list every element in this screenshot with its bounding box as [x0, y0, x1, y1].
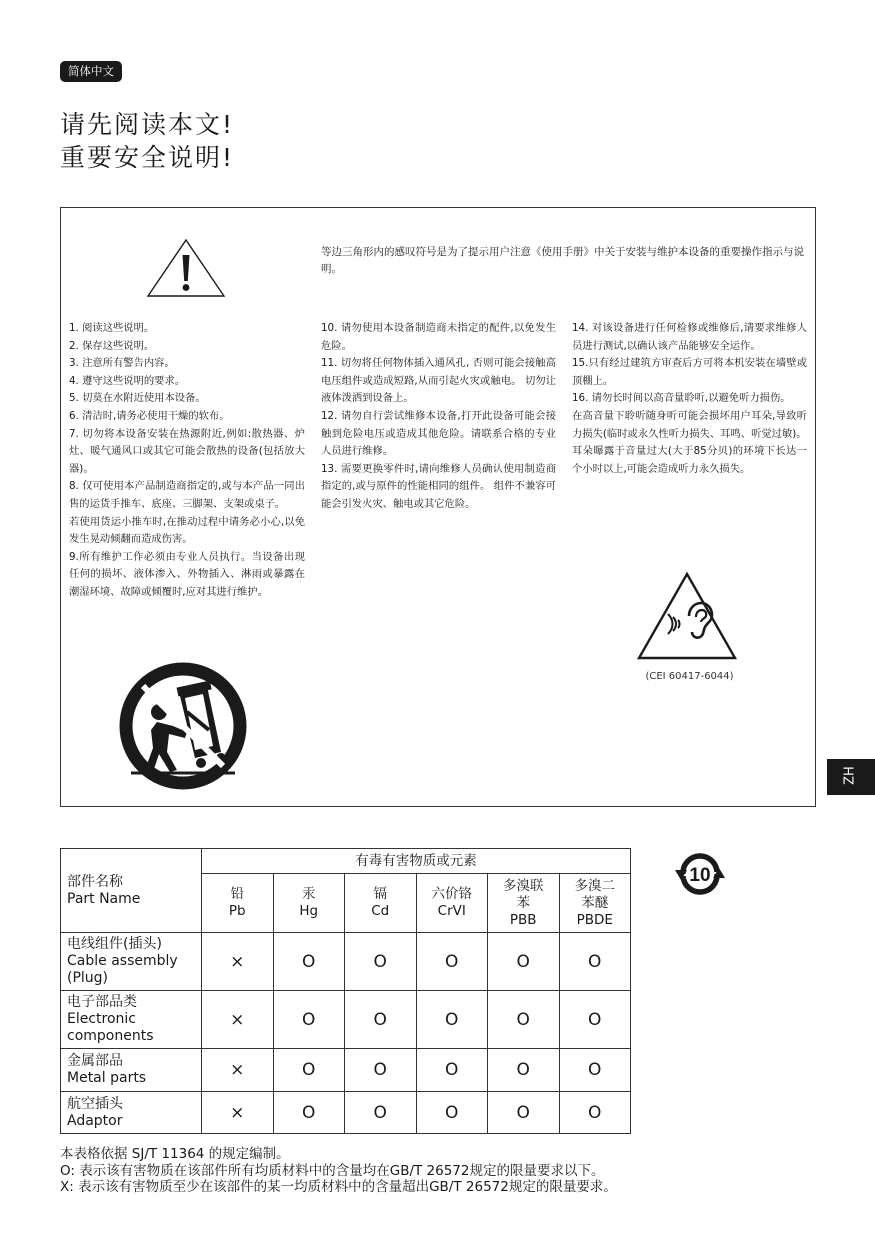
warning-triangle-icon — [145, 237, 227, 299]
substance-value: O — [345, 1092, 417, 1134]
table-row — [61, 991, 631, 1049]
language-badge: 简体中文 — [60, 61, 122, 82]
instructions-column-1 — [61, 314, 313, 806]
substance-value: O — [488, 1092, 560, 1134]
substance-header: 铅 Pb — [202, 874, 274, 933]
language-code: ZH — [842, 766, 858, 785]
substances-group-header: 有毒有害物质或元素 — [202, 849, 631, 874]
substance-header: 多溴联苯 PBB — [488, 874, 560, 933]
substance-header: 六价铬 CrVI — [416, 874, 488, 933]
substance-value: O — [488, 933, 560, 991]
substance-header: 镉 Cd — [345, 874, 417, 933]
warning-symbol-cell — [61, 208, 313, 314]
safety-instructions-box — [60, 207, 816, 807]
instruction-item: 耳朵曝露于音量过大(大于85分贝)的环境下长达一个小时以上,可能会造成听力永久损失。 — [572, 445, 807, 475]
title-line-2: 重要安全说明! — [60, 143, 235, 172]
substance-value: O — [345, 933, 417, 991]
instruction-item: 14. 对该设备进行任何检修或维修后,请要求维修人员进行测试,以确认该产品能够安全运作。 — [572, 322, 807, 352]
instruction-item: 1. 阅读这些说明。 — [69, 322, 155, 334]
part-name-cell: 金属部品 Metal parts — [61, 1049, 202, 1092]
part-name-cell: 电线组件(插头) Cable assembly (Plug) — [61, 933, 202, 991]
substance-value: O — [488, 1049, 560, 1092]
substance-value: × — [202, 933, 274, 991]
instruction-item: 16. 请勿长时间以高音量聆听,以避免听力损伤。 — [572, 392, 791, 405]
substance-value: O — [416, 933, 488, 991]
substance-value: × — [202, 1049, 274, 1092]
instruction-item: 3. 注意所有警告内容。 — [69, 357, 175, 370]
instructions-column-2 — [313, 314, 564, 806]
instruction-item: 15.只有经过建筑方审查后方可将本机安装在墙壁或顶棚上。 — [572, 357, 807, 387]
title-line-1: 请先阅读本文! — [60, 110, 235, 139]
table-row — [61, 1049, 631, 1092]
instructions-column-3 — [564, 314, 815, 806]
instruction-item: 6. 清洁时,请务必使用干燥的软布。 — [69, 409, 230, 422]
instruction-item: 11. 切勿将任何物体插入通风孔, 否则可能会接触高电压组件或造成短路,从而引起火灾或触电。 切勿让液体泼洒到设备上。 — [321, 357, 556, 405]
substance-value: O — [345, 991, 417, 1049]
substance-value: O — [273, 933, 345, 991]
substance-header: 汞 Hg — [273, 874, 345, 933]
iec-symbol-reference: (CEI 60417-6044) — [645, 671, 734, 682]
table-notes — [60, 1146, 617, 1196]
substance-value: O — [416, 1049, 488, 1092]
instruction-item: 7. 切勿将本设备安装在热源附近,例如:散热器、炉灶、暖气通风口或其它可能会散热的设备(包括放大器)。 — [69, 427, 305, 475]
hearing-damage-warning-icon — [634, 570, 740, 662]
environment-friendly-use-period-icon — [673, 850, 727, 898]
substance-value: O — [559, 991, 631, 1049]
instruction-item: 在高音量下聆听随身听可能会损坏用户耳朵,导致听力损失(临时或永久性听力损失、耳鸣、听觉过敏)。 — [572, 409, 807, 440]
substance-value: O — [559, 933, 631, 991]
substance-value: O — [345, 1049, 417, 1092]
substance-value: O — [416, 991, 488, 1049]
language-side-tab — [827, 759, 875, 795]
note-line: 本表格依据 SJ/T 11364 的规定编制。 — [60, 1146, 290, 1162]
cart-tip-over-warning-icon — [117, 660, 249, 792]
substance-value: O — [559, 1092, 631, 1134]
instruction-item: 12. 请勿自行尝试维修本设备,打开此设备可能会接触到危险电压或造成其他危险。请联系合格的专业人员进行维修。 — [321, 409, 556, 458]
substance-value: × — [202, 991, 274, 1049]
instruction-item: 5. 切莫在水附近使用本设备。 — [69, 392, 206, 405]
table-row — [61, 933, 631, 991]
instruction-item: 9.所有维护工作必须由专业人员执行。当设备出现任何的损坏、液体渗入、外物插入、淋雨或暴露在潮湿环境、故障或倾覆时,应对其进行维护。 — [69, 550, 305, 598]
substance-value: O — [273, 991, 345, 1049]
substance-header: 多溴二苯醚 PBDE — [559, 874, 631, 933]
substance-value: O — [559, 1049, 631, 1092]
note-line: X: 表示该有害物质至少在该部件的某一均质材料中的含量超出GB/T 26572规定的限量要求。 — [60, 1179, 617, 1195]
part-name-header: 部件名称 Part Name — [61, 849, 202, 933]
instruction-item: 10. 请勿使用本设备制造商未指定的配件,以免发生危险。 — [321, 322, 556, 352]
substance-value: O — [488, 991, 560, 1049]
substance-value: × — [202, 1092, 274, 1134]
table-row — [61, 1092, 631, 1134]
instruction-item: 若使用货运小推车时,在推动过程中请务必小心,以免发生晃动倾翻而造成伤害。 — [69, 515, 305, 546]
hazardous-substances-table — [60, 848, 631, 1134]
efup-years: 10 — [689, 865, 711, 886]
instruction-item: 13. 需要更换零件时,请向维修人员确认使用制造商指定的,或与原件的性能相同的组件。 组件不兼容可能会引发火灾、触电或其它危险。 — [321, 462, 556, 510]
substance-value: O — [416, 1092, 488, 1134]
page-title — [60, 108, 234, 174]
substance-value: O — [273, 1049, 345, 1092]
instruction-item: 4. 遵守这些说明的要求。 — [69, 374, 186, 387]
warning-explanation: 等边三角形内的感叹符号是为了提示用户注意《使用手册》中关于安装与维护本设备的重要操作指示与说明。 — [321, 246, 804, 275]
substance-value: O — [273, 1092, 345, 1134]
part-name-cell: 航空插头 Adaptor — [61, 1092, 202, 1134]
note-line: O: 表示该有害物质在该部件所有均质材料中的含量均在GB/T 26572规定的限量要求以下。 — [60, 1162, 605, 1179]
part-name-cell: 电子部品类 Electronic components — [61, 991, 202, 1049]
instruction-item: 8. 仅可使用本产品制造商指定的,或与本产品一同出售的运货手推车、底座、三脚架、支架或桌子。 — [69, 480, 305, 510]
instruction-item: 2. 保存这些说明。 — [69, 339, 155, 352]
